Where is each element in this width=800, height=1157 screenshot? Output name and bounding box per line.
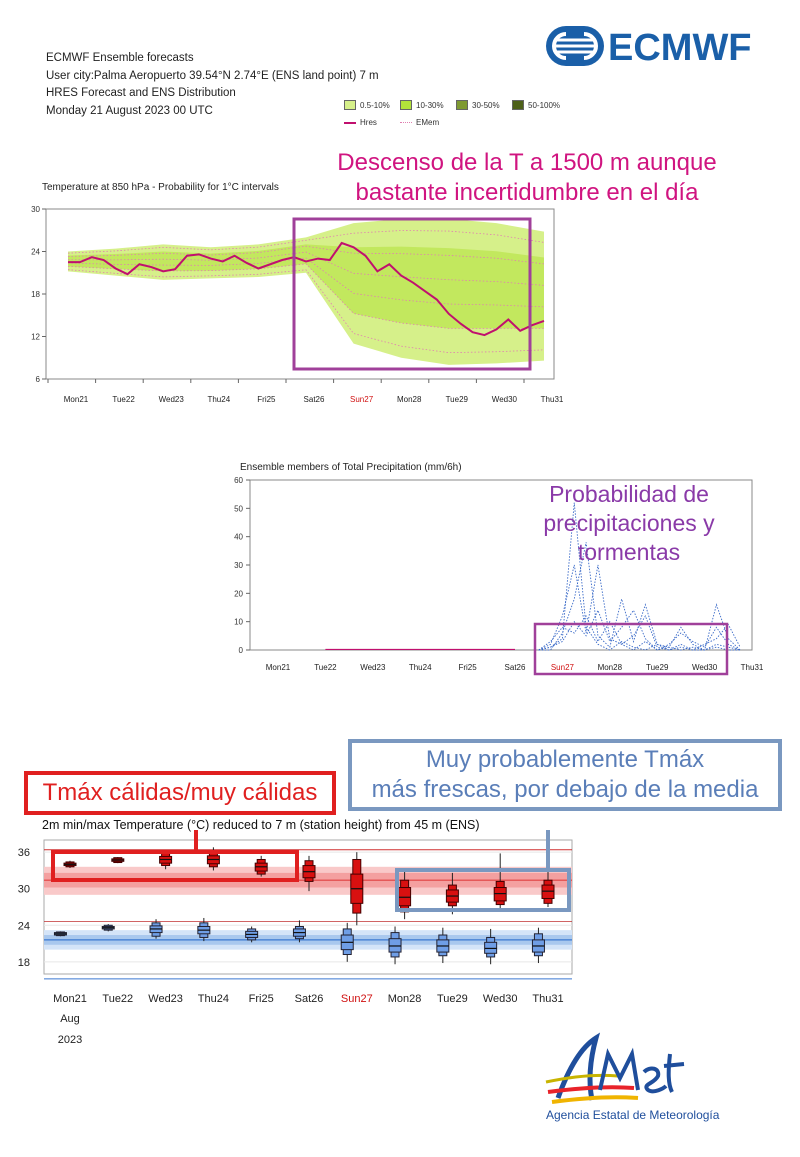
x-tick-label: Fri25 <box>248 993 274 1005</box>
header-line-2: User city:Palma Aeropuerto 39.54°N 2.74°E (ENS land point) 7 m <box>46 69 379 82</box>
legend-swatch <box>456 100 468 110</box>
x-tick-label: Mon21 <box>265 663 291 672</box>
y-tick-label: 40 <box>234 532 243 542</box>
x-tick-label: Wed23 <box>148 993 183 1005</box>
x-tick-label: Thu31 <box>540 395 564 404</box>
header-line-1: ECMWF Ensemble forecasts <box>46 52 194 64</box>
x-tick-label: Mon28 <box>597 663 623 672</box>
x-tick-label: Tue29 <box>445 395 468 404</box>
ecmwf-logo-text: ECMWF <box>608 27 752 66</box>
ensemble-core-area <box>68 244 544 328</box>
legend-swatch <box>400 100 412 110</box>
x-tick-label: Sat26 <box>294 993 324 1005</box>
year-label: 2023 <box>57 1034 83 1046</box>
legend-label: 0.5-10% <box>360 100 390 110</box>
x-tick-label: Wed30 <box>691 663 718 672</box>
y-tick-label: 30 <box>31 205 40 214</box>
legend-item <box>344 100 390 110</box>
annotation-tmax-cool <box>348 739 782 811</box>
x-tick-label: Thu24 <box>408 663 432 672</box>
y-tick-label: 36 <box>17 847 30 860</box>
x-tick-label: Mon21 <box>63 395 89 404</box>
x-tick-label: Thu24 <box>197 993 230 1005</box>
annotation-tmax-cool-line1: Muy probablemente Tmáx <box>425 746 705 773</box>
x-tick-label: Mon28 <box>387 993 422 1005</box>
chart-legend <box>344 98 604 132</box>
y-tick-label: 30 <box>17 883 30 896</box>
legend-item <box>512 100 560 110</box>
x-tick-label: Tue22 <box>112 395 135 404</box>
x-tick-label: Sun27 <box>550 663 574 672</box>
legend-item-hres <box>344 118 377 127</box>
legend-label: 10-30% <box>416 100 444 110</box>
x-tick-label: Wed23 <box>360 663 386 672</box>
annotation-tmax-cool-line2: más frescas, por debajo de la media <box>371 776 759 803</box>
y-tick-label: 18 <box>31 290 40 299</box>
legend-label: 50-100% <box>528 100 561 110</box>
legend-item-emem <box>400 118 439 127</box>
x-tick-label: Sat26 <box>504 663 526 672</box>
x-tick-label: Tue29 <box>646 663 669 672</box>
legend-label: 30-50% <box>472 100 500 110</box>
y-tick-label: 12 <box>31 332 40 342</box>
x-tick-label: Sun27 <box>340 993 373 1005</box>
chart2-title: Ensemble members of Total Precipitation (mm/6h) <box>240 462 462 473</box>
header-line-4: Monday 21 August 2023 00 UTC <box>46 104 213 117</box>
x-tick-label: Tue22 <box>102 993 134 1005</box>
x-tick-label: Tue29 <box>437 993 468 1005</box>
chart-temp850 <box>0 195 800 410</box>
legend-item <box>456 100 500 110</box>
legend-item <box>400 100 444 110</box>
y-tick-label: 24 <box>17 920 30 933</box>
legend-swatch <box>344 100 356 110</box>
x-tick-label: Fri25 <box>257 395 276 404</box>
x-tick-label: Sun27 <box>350 395 374 404</box>
annotation-tmax-warm: Tmáx cálidas/muy cálidas <box>24 771 336 815</box>
ecmwf-logo <box>546 26 760 66</box>
x-tick-label: Sat26 <box>303 395 325 404</box>
x-tick-label: Thu31 <box>532 993 564 1005</box>
tmax-box-box <box>542 885 554 898</box>
x-tick-label: Mon21 <box>53 993 87 1005</box>
tmin-box-box <box>389 939 401 952</box>
x-tick-label: Wed30 <box>491 395 518 404</box>
legend-label: EMem <box>416 118 440 127</box>
legend-swatch <box>512 100 524 110</box>
y-tick-label: 20 <box>234 589 243 599</box>
y-tick-label: 6 <box>35 375 40 384</box>
y-tick-label: 60 <box>234 476 243 485</box>
emem-line-icon <box>400 122 412 123</box>
y-tick-label: 10 <box>234 617 243 627</box>
month-label: Aug <box>60 1013 80 1025</box>
y-tick-label: 30 <box>234 561 243 570</box>
x-tick-label: Fri25 <box>458 663 477 672</box>
legend-label: Hres <box>360 118 377 127</box>
tmax-box-box <box>494 888 506 901</box>
ensemble-member-line <box>539 616 740 650</box>
x-tick-label: Thu24 <box>207 395 231 404</box>
ecmwf-logo-icon <box>546 26 604 66</box>
y-tick-label: 24 <box>31 247 40 257</box>
x-tick-label: Thu31 <box>740 663 764 672</box>
forecast-header <box>46 50 379 120</box>
header-line-3: HRES Forecast and ENS Distribution <box>46 87 236 99</box>
x-tick-label: Wed23 <box>158 395 184 404</box>
y-tick-label: 50 <box>234 504 243 514</box>
x-tick-label: Mon28 <box>396 395 422 404</box>
x-tick-label: Wed30 <box>482 993 518 1005</box>
tmax-box-box <box>399 888 411 906</box>
chart-2m-temperature <box>0 830 800 1050</box>
y-tick-label: 18 <box>17 956 30 969</box>
chart1-title: Temperature at 850 hPa - Probability for 1°C intervals <box>42 182 279 193</box>
ensemble-member-line <box>539 565 740 650</box>
annotation-precipitation: Probabilidad de precipitaciones y tormentas <box>543 481 715 565</box>
y-tick-label: 0 <box>238 646 243 655</box>
tmin-box-box <box>485 942 497 953</box>
chart3-title: 2m min/max Temperature (°C) reduced to 7 m (station height) from 45 m (ENS) <box>42 818 480 832</box>
hres-line-icon <box>344 122 356 124</box>
aemet-subtitle: Agencia Estatal de Meteorología <box>546 1108 720 1122</box>
annotation-temp850: Descenso de la T a 1500 m aunque bastante incertidumbre en el día <box>337 149 717 206</box>
x-tick-label: Tue22 <box>314 663 337 672</box>
